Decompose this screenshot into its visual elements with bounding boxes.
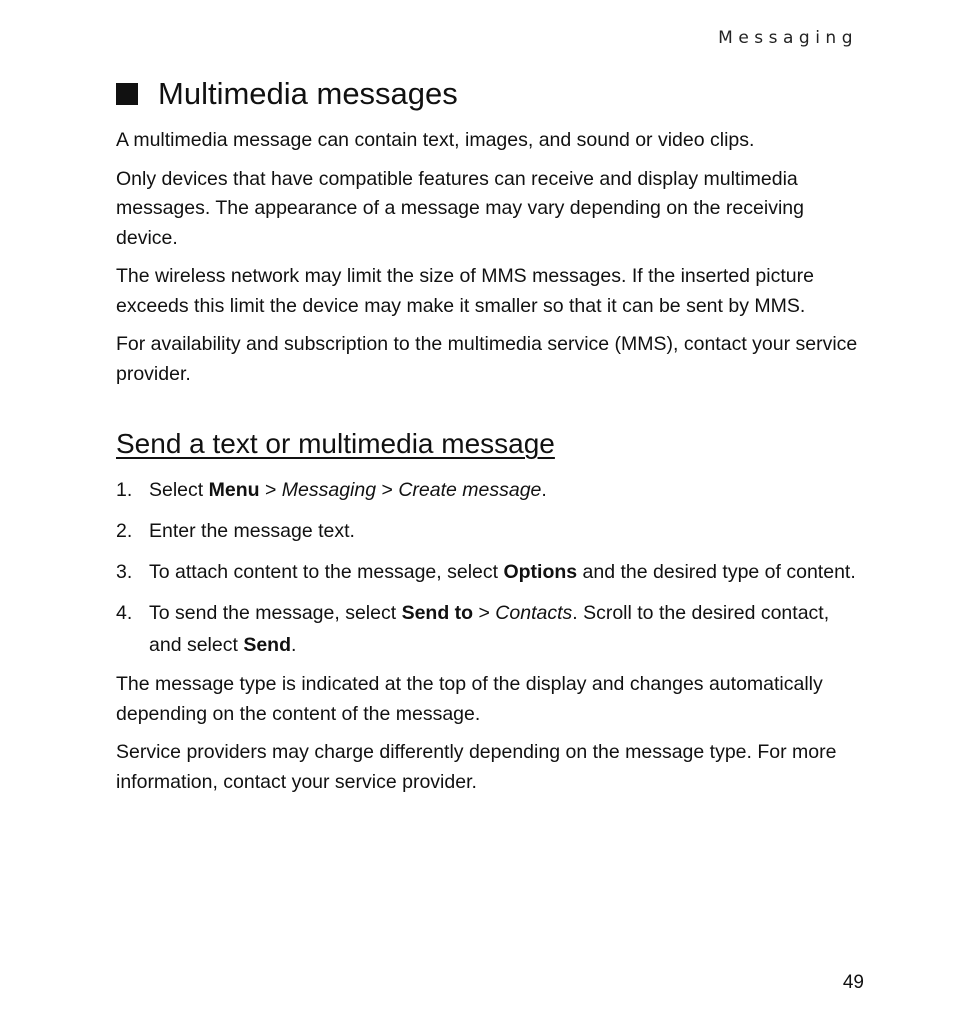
step-number: 4.	[116, 602, 133, 624]
step-text: Enter the message text.	[149, 520, 355, 542]
step-item	[116, 474, 861, 506]
section-title-text: Multimedia messages	[158, 76, 458, 111]
menu-path: Messaging	[281, 479, 377, 501]
section-square-icon	[116, 83, 138, 105]
page-number: 49	[842, 972, 864, 993]
menu-path: Contacts	[495, 602, 573, 624]
paragraph: Service providers may charge differently depending on the message type. For more information, contact your service provider.	[116, 741, 837, 793]
step-item	[116, 556, 861, 588]
menu-command: Send	[243, 634, 291, 656]
step-text: .	[541, 479, 547, 501]
step-text: >	[376, 479, 399, 501]
subsection-title: Send a text or multimedia message	[116, 428, 555, 459]
step-number: 3.	[116, 561, 133, 583]
step-item	[116, 515, 861, 547]
step-number: 1.	[116, 479, 133, 501]
running-header: Messaging	[718, 28, 858, 48]
steps-list	[116, 474, 861, 661]
step-text: >	[473, 602, 496, 624]
step-text: .	[291, 634, 297, 656]
paragraph: A multimedia message can contain text, images, and sound or video clips.	[116, 129, 755, 151]
step-text: To attach content to the message, select	[149, 561, 504, 583]
step-text: To send the message, select	[149, 602, 402, 624]
page-content	[116, 74, 861, 806]
step-number: 2.	[116, 520, 133, 542]
step-item	[116, 597, 861, 661]
menu-path: Create message	[398, 479, 542, 501]
section-title	[116, 74, 861, 114]
menu-command: Options	[503, 561, 578, 583]
paragraph: For availability and subscription to the multimedia service (MMS), contact your service provider.	[116, 333, 858, 385]
step-text: Select	[149, 479, 209, 501]
paragraph: The wireless network may limit the size of MMS messages. If the inserted picture exceeds this limit the device may make it smaller so that it can be sent by MMS.	[116, 265, 814, 317]
step-text: and the desired type of content.	[577, 561, 856, 583]
menu-command: Menu	[208, 479, 260, 501]
step-text: . Scroll to the desired contact, and select	[149, 602, 830, 656]
step-text: >	[259, 479, 282, 501]
paragraph: Only devices that have compatible features can receive and display multimedia messages. The appearance of a message may vary depending on the receiving device.	[116, 167, 804, 249]
paragraph: The message type is indicated at the top of the display and changes automatically depending on the content of the message.	[116, 673, 823, 725]
menu-command: Send to	[401, 602, 474, 624]
